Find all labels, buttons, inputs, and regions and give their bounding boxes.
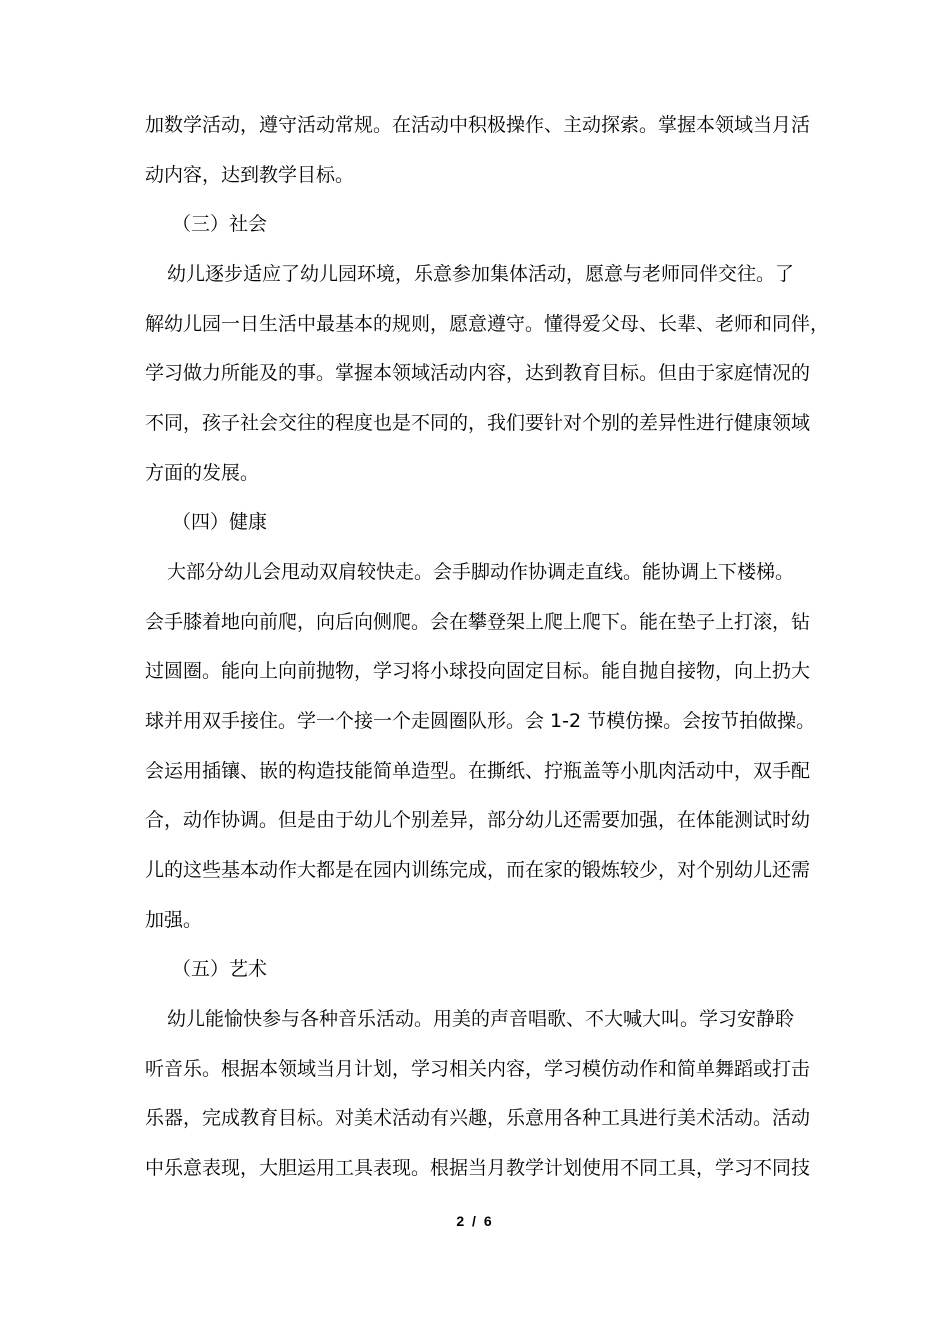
section-heading-social: （三）社会 xyxy=(172,213,268,235)
text-line: 学习做力所能及的事。掌握本领域活动内容，达到教育目标。但由于家庭情况的 xyxy=(145,362,811,384)
text-line: 方面的发展。 xyxy=(145,462,260,484)
text-line: 加强。 xyxy=(145,909,203,931)
text-line: 合，动作协调。但是由于幼儿个别差异，部分幼儿还需要加强，在体能测试时幼 xyxy=(145,809,811,831)
text-line: 大部分幼儿会甩动双肩较快走。会手脚动作协调走直线。能协调上下楼梯。 xyxy=(167,561,795,583)
text-line: 会运用插镶、嵌的构造技能简单造型。在撕纸、拧瓶盖等小肌肉活动中，双手配 xyxy=(145,760,811,782)
text-line: 会手膝着地向前爬，向后向侧爬。会在攀登架上爬上爬下。能在垫子上打滚，钻 xyxy=(145,611,811,633)
text-line: 儿的这些基本动作大都是在园内训练完成，而在家的锻炼较少，对个别幼儿还需 xyxy=(145,859,811,881)
text-line: 不同，孩子社会交往的程度也是不同的，我们要针对个别的差异性进行健康领域 xyxy=(145,412,811,434)
text-line: 动内容，达到教学目标。 xyxy=(145,164,355,186)
text-line: 过圆圈。能向上向前抛物，学习将小球投向固定目标。能自抛自接物，向上扔大 xyxy=(145,660,811,682)
section-heading-health: （四）健康 xyxy=(172,511,268,533)
text-line: 乐器，完成教育目标。对美术活动有兴趣，乐意用各种工具进行美术活动。活动 xyxy=(145,1107,811,1129)
section-heading-art: （五）艺术 xyxy=(172,958,268,980)
text-line: 球并用双手接住。学一个接一个走圆圈队形。会 1-2 节模仿操。会按节拍做操。 xyxy=(145,710,816,732)
text-line: 解幼儿园一日生活中最基本的规则，愿意遵守。懂得爱父母、长辈、老师和同伴， xyxy=(145,313,830,335)
text-line: 幼儿能愉快参与各种音乐活动。用美的声音唱歌、不大喊大叫。学习安静聆 xyxy=(167,1008,795,1030)
text-line: 听音乐。根据本领域当月计划，学习相关内容，学习模仿动作和简单舞蹈或打击 xyxy=(145,1058,811,1080)
page-number: 2 / 6 xyxy=(456,1213,494,1229)
text-line: 幼儿逐步适应了幼儿园环境，乐意参加集体活动，愿意与老师同伴交往。了 xyxy=(167,263,795,285)
text-line: 中乐意表现，大胆运用工具表现。根据当月教学计划使用不同工具，学习不同技 xyxy=(145,1157,811,1179)
text-line: 加数学活动，遵守活动常规。在活动中积极操作、主动探索。掌握本领域当月活 xyxy=(145,114,811,136)
